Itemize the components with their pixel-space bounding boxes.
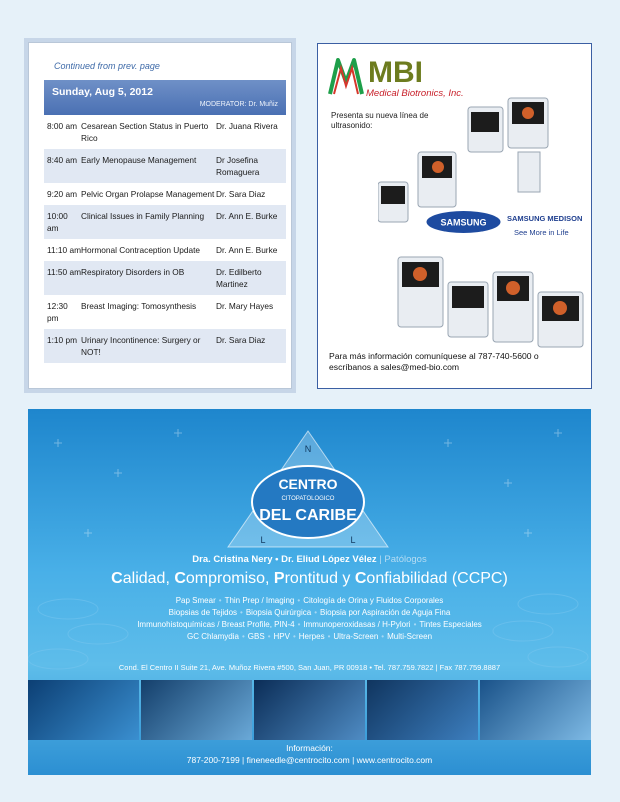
session-speaker: Dr. Edilberto Martinez bbox=[216, 267, 262, 289]
session-speaker: Dr. Sara Diaz bbox=[216, 189, 266, 199]
slogan-word-4: onfiabilidad (CCPC) bbox=[366, 570, 508, 587]
compass-l-right: L bbox=[350, 535, 356, 545]
doctors-line bbox=[28, 554, 591, 565]
schedule-rows bbox=[44, 115, 286, 363]
samsung-logo-text: SAMSUNG bbox=[440, 217, 487, 228]
info-block bbox=[28, 742, 591, 766]
continued-note: Continued from prev. page bbox=[54, 61, 160, 71]
schedule-row bbox=[44, 183, 286, 205]
mbi-contact: Para más información comuníquese al 787-740-5600 o escríbanos a sales@med-bio.com bbox=[329, 351, 539, 372]
mbi-intro: Presenta su nueva línea de ultrasonido: bbox=[331, 111, 429, 130]
bullet-icon: • bbox=[314, 608, 318, 617]
service-item: Multi-Screen bbox=[387, 632, 433, 641]
schedule-row bbox=[44, 295, 286, 329]
bullet-icon: • bbox=[292, 632, 296, 641]
session-topic: Respiratory Disorders in OB bbox=[81, 267, 185, 277]
slogan-cap-3: P bbox=[273, 570, 285, 587]
day-label: Sunday, Aug 5, 2012 bbox=[52, 86, 153, 98]
slogan-word-1: alidad, bbox=[122, 570, 175, 587]
centro-name-top: CENTRO bbox=[278, 476, 338, 492]
session-speaker: Dr. Ann E. Burke bbox=[216, 211, 278, 221]
session-speaker: Dr Josefina Romaguera bbox=[216, 155, 260, 177]
service-item: Biopsias de Tejidos bbox=[168, 608, 238, 617]
session-topic: Breast Imaging: Tomosynthesis bbox=[81, 301, 197, 311]
service-item: Citología de Orina y Fluidos Corporales bbox=[303, 596, 444, 605]
session-time: 9:20 am bbox=[47, 189, 77, 199]
session-speaker: Dr. Sara Diaz bbox=[216, 335, 266, 345]
samsung-tagline: See More in Life bbox=[514, 228, 569, 237]
services-line bbox=[28, 607, 591, 619]
session-time: 1:10 pm bbox=[47, 335, 77, 345]
service-item: Pap Smear bbox=[175, 596, 216, 605]
session-time: 10:00 am bbox=[47, 211, 68, 233]
service-item: Biopsia Quirúrgica bbox=[245, 608, 312, 617]
service-item: GBS bbox=[247, 632, 265, 641]
services-line bbox=[28, 631, 591, 643]
schedule-row bbox=[44, 115, 286, 149]
doctors-names: Dra. Cristina Nery • Dr. Eliud López Vélez bbox=[192, 554, 377, 565]
service-item: Tintes Especiales bbox=[419, 620, 482, 629]
centro-logo bbox=[223, 427, 393, 552]
info-contact: 787-200-7199 | fineneedle@centrocito.com | www.centrocito.com bbox=[186, 755, 433, 765]
slogan bbox=[28, 570, 591, 588]
bullet-icon: • bbox=[381, 632, 385, 641]
samsung-logo bbox=[426, 210, 501, 234]
service-item: HPV bbox=[273, 632, 290, 641]
samsung-medison-label: SAMSUNG MEDISON bbox=[507, 214, 583, 223]
patologos-label: | Patólogos bbox=[379, 554, 427, 565]
compass-l-left: L bbox=[260, 535, 266, 545]
mbi-ad bbox=[317, 43, 592, 389]
photo-microscope bbox=[254, 680, 365, 740]
photo-tubes bbox=[141, 680, 252, 740]
service-item: Biopsia por Aspiración de Aguja Fina bbox=[320, 608, 451, 617]
slogan-word-2: ompromiso, bbox=[185, 570, 274, 587]
bullet-icon: • bbox=[218, 596, 222, 605]
photo-lab bbox=[480, 680, 591, 740]
session-topic: Early Menopause Management bbox=[81, 155, 197, 165]
bullet-icon: • bbox=[241, 632, 245, 641]
slogan-word-3: rontitud y bbox=[284, 570, 355, 587]
bullet-icon: • bbox=[240, 608, 243, 617]
schedule-row bbox=[44, 329, 286, 363]
session-topic: Urinary Incontinence: Surgery or NOT! bbox=[81, 335, 201, 357]
session-topic: Cesarean Section Status in Puerto Rico bbox=[81, 121, 209, 143]
centro-ad bbox=[28, 409, 591, 775]
service-item: Ultra-Screen bbox=[333, 632, 379, 641]
schedule-row bbox=[44, 205, 286, 239]
service-item: Thin Prep / Imaging bbox=[224, 596, 295, 605]
bullet-icon: • bbox=[297, 620, 301, 629]
slogan-cap-1: C bbox=[111, 570, 123, 587]
session-topic: Clinical Issues in Family Planning bbox=[81, 211, 205, 221]
photo-strip bbox=[28, 680, 591, 740]
slogan-cap-2: C bbox=[174, 570, 186, 587]
photo-needle bbox=[28, 680, 139, 740]
schedule-row bbox=[44, 239, 286, 261]
photo-monitor bbox=[367, 680, 478, 740]
mbi-logo-text: MBI bbox=[368, 56, 423, 89]
session-time: 8:40 am bbox=[47, 155, 77, 165]
day-header bbox=[44, 80, 286, 115]
session-speaker: Dr. Mary Hayes bbox=[216, 301, 274, 311]
service-item: Herpes bbox=[298, 632, 325, 641]
session-topic: Hormonal Contraception Update bbox=[81, 245, 200, 255]
session-speaker: Dr. Juana Rivera bbox=[216, 121, 278, 131]
session-time: 11:50 am bbox=[47, 267, 81, 277]
session-speaker: Dr. Ann E. Burke bbox=[216, 245, 278, 255]
schedule-card bbox=[28, 42, 292, 389]
address-line: Cond. El Centro II Suite 21, Ave. Muñoz Rivera #500, San Juan, PR 00918 • Tel. 787.759.7822 | Fax 787.759.8887 bbox=[118, 663, 501, 672]
centro-name-mid: CITOPATOLOGICO bbox=[281, 496, 335, 502]
centro-name-bot: DEL CARIBE bbox=[259, 507, 357, 524]
session-topic: Pelvic Organ Prolapse Management bbox=[81, 189, 215, 199]
services-line bbox=[28, 595, 591, 607]
mbi-logo-sub: Medical Biotronics, Inc. bbox=[366, 88, 464, 99]
service-item: Immunohistoquímicas / Breast Profile, PIN-4 bbox=[137, 620, 295, 629]
schedule-row bbox=[44, 149, 286, 183]
service-item: GC Chlamydia bbox=[186, 632, 239, 641]
services-line bbox=[28, 619, 591, 631]
session-time: 8:00 am bbox=[47, 121, 77, 131]
bullet-icon: • bbox=[297, 596, 301, 605]
compass-n: N bbox=[304, 444, 312, 454]
service-item: Immunoperoxidasas / H-Pylori bbox=[303, 620, 411, 629]
info-label: Información: bbox=[286, 743, 333, 753]
bullet-icon: • bbox=[267, 632, 271, 641]
session-time: 12:30 pm bbox=[47, 301, 68, 323]
schedule-row bbox=[44, 261, 286, 295]
session-time: 11:10 am bbox=[47, 245, 81, 255]
slogan-cap-4: C bbox=[354, 570, 367, 587]
moderator-label: MODERATOR: Dr. Muñiz bbox=[199, 101, 278, 108]
bullet-icon: • bbox=[413, 620, 417, 629]
bullet-icon: • bbox=[327, 632, 331, 641]
